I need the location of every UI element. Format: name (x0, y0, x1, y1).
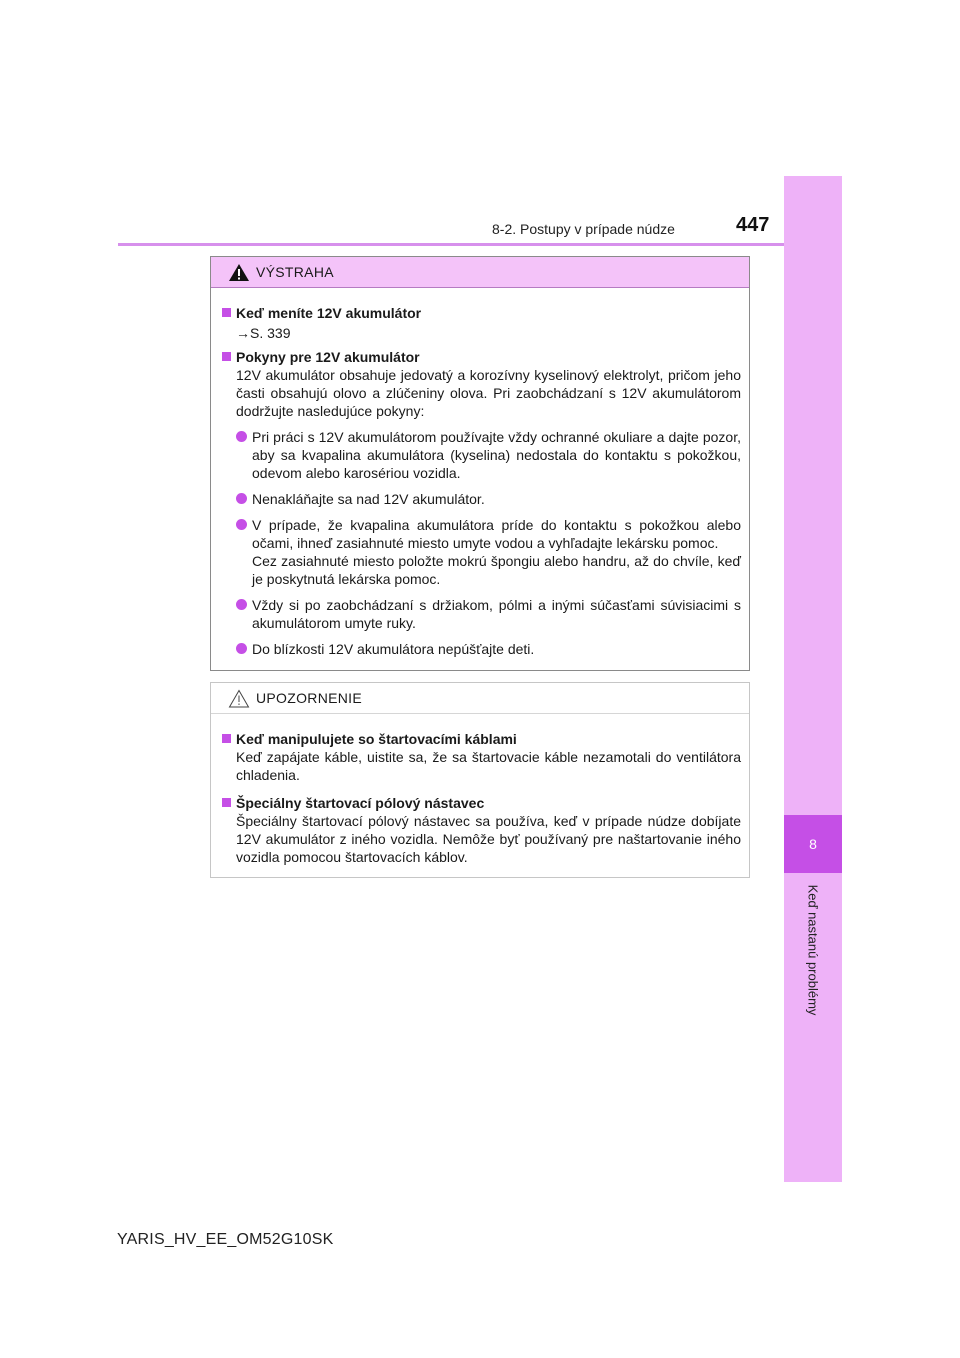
warning-box-body (211, 288, 749, 658)
caution-box-header (211, 683, 749, 714)
chapter-number-tab[interactable]: 8 (784, 815, 842, 873)
round-bullet-icon (236, 519, 247, 530)
list-item (220, 596, 741, 632)
square-bullet-icon (222, 798, 231, 807)
caution-box-body (211, 714, 749, 866)
section-heading-text: Pokyny pre 12V akumulátor (236, 349, 420, 365)
round-bullet-icon (236, 431, 247, 442)
section-title: 8-2. Postupy v prípade núdze (492, 221, 675, 237)
warning-box-header (211, 257, 749, 288)
section-heading (220, 730, 741, 748)
square-bullet-icon (222, 308, 231, 317)
list-item-text-main: V prípade, že kvapalina akumulátora príde do kontaktu s pokožkou alebo očami, ihneď zasiahnuté miesto umyte vodou a vyhľadajte lekársku pomoc. (252, 517, 741, 551)
warning-box (210, 256, 750, 671)
list-item-text: Nenakláňajte sa nad 12V akumulátor. (252, 491, 485, 507)
section-heading (220, 348, 741, 366)
section-heading (220, 304, 741, 322)
document-code: YARIS_HV_EE_OM52G10SK (117, 1231, 334, 1248)
list-item (220, 428, 741, 482)
section-heading-text: Keď meníte 12V akumulátor (236, 305, 422, 321)
square-bullet-icon (222, 352, 231, 361)
round-bullet-icon (236, 599, 247, 610)
section-text: Špeciálny štartovací pólový nástavec sa používa, keď v prípade núdze dobíjate 12V akumulátor z iného vozidla. Nemôže byť používaný pre naštartovanie iného vozidla pomocou štartovacích káblov. (236, 813, 741, 865)
section-heading (220, 794, 741, 812)
list-item-text: Pri práci s 12V akumulátorom používajte vždy ochranné okuliare a dajte pozor, aby sa kvapalina akumulátora (kyselina) nedostala do kontaktu s pokožkou, odevom alebo karosériou vozidla. (252, 429, 741, 481)
round-bullet-icon (236, 643, 247, 654)
page-number: 447 (736, 214, 770, 236)
list-item (220, 640, 741, 658)
warning-triangle-filled-icon (228, 263, 250, 282)
section-heading-text: Keď manipulujete so štartovacími káblami (236, 731, 517, 747)
caution-box (210, 682, 750, 878)
chapter-label: Keď nastanú problémy (805, 884, 821, 1016)
square-bullet-icon (222, 734, 231, 743)
list-item-text: Do blízkosti 12V akumulátora nepúšťajte deti. (252, 641, 535, 657)
section-text: Keď zapájate káble, uistite sa, že sa štartovacie káble nezamotali do ventilátora chladenia. (236, 749, 741, 783)
header-rule (118, 243, 840, 246)
caution-box-title: UPOZORNENIE (256, 690, 362, 706)
section-intro: 12V akumulátor obsahuje jedovatý a korozívny kyselinový elektrolyt, pričom jeho časti obsahujú olovo a zlúčeniny olova. Pri zaobchádzaní s 12V akumulátorom dodržujte nasledujúce pokyny: (236, 367, 741, 419)
list-item-text (252, 516, 741, 588)
list-item-text: Vždy si po zaobchádzaní s držiakom, pólmi a inými súčasťami súvisiacimi s akumulátorom umyte ruky. (252, 597, 741, 631)
list-item-text-extra: Cez zasiahnuté miesto položte mokrú špongiu alebo handru, až do chvíle, keď je poskytnutá lekárska pomoc. (252, 553, 741, 587)
page-reference[interactable]: →S. 339 (236, 325, 291, 341)
list-item (220, 490, 741, 508)
side-tab (784, 176, 842, 1182)
section-heading-text: Špeciálny štartovací pólový nástavec (236, 795, 485, 811)
list-item (220, 516, 741, 588)
round-bullet-icon (236, 493, 247, 504)
warning-triangle-outline-icon (228, 689, 250, 708)
warning-box-title: VÝSTRAHA (256, 264, 334, 280)
